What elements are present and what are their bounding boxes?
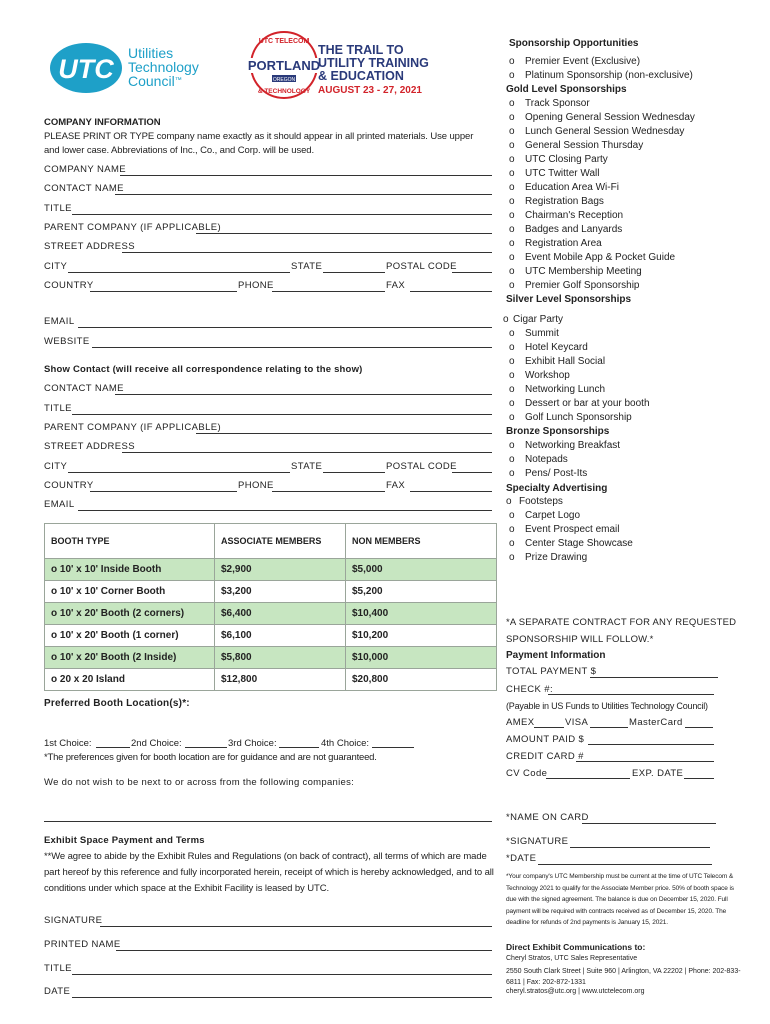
city-label: CITY <box>44 261 68 272</box>
sponsorship-option[interactable]: o Notepads <box>509 454 568 465</box>
street-address-label: STREET ADDRESS <box>44 241 135 252</box>
visa-label[interactable]: VISA <box>565 717 589 728</box>
total-payment-input[interactable] <box>590 677 718 678</box>
fax-label: FAX <box>386 280 406 291</box>
badge-bottom: & TECHNOLOGY <box>257 88 311 95</box>
table-row[interactable] <box>45 581 497 603</box>
specialty-heading: Specialty Advertising <box>506 483 608 494</box>
show-country-input[interactable] <box>90 491 237 492</box>
card-date-label: *DATE <box>506 853 537 864</box>
show-contact-name-label: CONTACT NAME <box>44 383 124 394</box>
terms-heading: Exhibit Space Payment and Terms <box>44 835 205 846</box>
booth-table <box>44 523 497 691</box>
country-input[interactable] <box>90 291 237 292</box>
show-email-input[interactable] <box>78 510 492 511</box>
sponsorship-option[interactable]: o Center Stage Showcase <box>509 538 633 549</box>
utc-logo-mark <box>48 40 124 96</box>
card-signature-label: *SIGNATURE <box>506 836 569 847</box>
non-member-price: $20,800 <box>346 669 497 691</box>
show-phone-input[interactable] <box>272 491 385 492</box>
sponsorship-option[interactable]: o Networking Lunch <box>509 384 606 395</box>
direct-comm-name: Cheryl Stratos, UTC Sales Representative <box>506 955 638 962</box>
fax-input[interactable] <box>410 291 492 292</box>
total-payment-label: TOTAL PAYMENT $ <box>506 666 597 677</box>
company-info-heading: COMPANY INFORMATION <box>44 117 161 128</box>
show-street-address-label: STREET ADDRESS <box>44 441 135 452</box>
table-row[interactable] <box>45 559 497 581</box>
booth-type: o 10' x 20' Booth (2 corners) <box>45 603 215 625</box>
booth-type: o 10' x 10' Inside Booth <box>45 559 215 581</box>
sponsorship-option[interactable]: o UTC Twitter Wall <box>509 168 600 179</box>
badge-city: PORTLAND <box>248 58 320 73</box>
logo-name-line-1: Utilities <box>128 45 174 61</box>
sponsorship-option[interactable]: o Dessert or bar at your booth <box>509 398 650 409</box>
non-member-price: $10,200 <box>346 625 497 647</box>
show-phone-label: PHONE <box>238 480 274 491</box>
mastercard-input[interactable] <box>685 727 713 728</box>
bronze-heading: Bronze Sponsorships <box>506 426 610 437</box>
show-contact-heading: Show Contact (will receive all correspondence relating to the show) <box>44 364 363 375</box>
sponsorship-option[interactable]: o Hotel Keycard <box>509 342 588 353</box>
sponsorship-option[interactable]: o Carpet Logo <box>509 510 581 521</box>
sponsorship-option[interactable]: o Pens/ Post-Its <box>509 468 588 479</box>
show-postal-code-input[interactable] <box>452 472 492 473</box>
website-label: WEBSITE <box>44 336 90 347</box>
non-member-price: $10,400 <box>346 603 497 625</box>
amex-label[interactable]: AMEX <box>506 717 535 728</box>
show-state-input[interactable] <box>323 472 385 473</box>
name-on-card-input[interactable] <box>582 823 716 824</box>
sponsorship-option[interactable]: o Premier Golf Sponsorship <box>509 280 640 291</box>
show-parent-company-label: PARENT COMPANY (IF APPLICABLE) <box>44 422 222 433</box>
non-member-price: $10,000 <box>346 647 497 669</box>
sponsorship-option[interactable]: o Networking Breakfast <box>509 440 621 451</box>
event-line-3: & EDUCATION <box>318 69 404 83</box>
mastercard-label[interactable]: MasterCard <box>629 717 683 728</box>
associate-header: ASSOCIATE MEMBERS <box>215 524 346 559</box>
sponsorship-option[interactable]: o General Session Thursday <box>509 140 644 151</box>
show-email-label: EMAIL <box>44 499 75 510</box>
title-input[interactable] <box>72 214 492 215</box>
payment-heading: Payment Information <box>506 650 606 661</box>
street-address-input[interactable] <box>122 252 492 253</box>
non-member-header: NON MEMBERS <box>346 524 497 559</box>
printed-name-input[interactable] <box>116 950 492 951</box>
associate-price: $2,900 <box>215 559 346 581</box>
sponsorship-option[interactable]: o Golf Lunch Sponsorship <box>509 412 632 423</box>
direct-comm-email-web[interactable]: cheryl.stratos@utc.org | www.utctelecom.org <box>506 988 645 995</box>
sponsorship-heading: Sponsorship Opportunities <box>509 38 639 49</box>
show-title-label: TITLE <box>44 403 72 414</box>
non-member-price: $5,000 <box>346 559 497 581</box>
first-choice-label: 1st Choice: <box>44 738 92 749</box>
credit-card-label: CREDIT CARD # <box>506 751 584 762</box>
not-next-to-label: We do not wish to be next to or across from the following companies: <box>44 777 355 788</box>
utc-logo-short: UTC <box>58 54 114 84</box>
name-on-card-label: *NAME ON CARD <box>506 812 589 823</box>
phone-input[interactable] <box>272 291 385 292</box>
table-row[interactable] <box>45 625 497 647</box>
event-line-2: UTILITY TRAINING <box>318 56 429 70</box>
terms-date-input[interactable] <box>72 997 492 998</box>
sponsorship-option[interactable]: o Premier Event (Exclusive) <box>509 56 641 67</box>
check-input[interactable] <box>548 694 714 695</box>
show-fax-label: FAX <box>386 480 406 491</box>
terms-title-input[interactable] <box>72 974 492 975</box>
company-instructions: PLEASE PRINT OR TYPE company name exactly as it should appear in all printed materials. Use upper and lower case. Abbreviations of Inc., Co., and Corp. will be used. <box>44 131 474 156</box>
membership-note: *Your company's UTC Membership must be current at the time of UTC Telecom & Technology 2021 to qualify for the Associate Member price. 50% of booth space is due with the signed agreement. The balance is due on December 15, 2020. Full payment will be required with contracts received as of December 15, 2020. The deadline for refunds of 2nd payments is January 15, 2021. <box>506 873 734 926</box>
printed-name-label: PRINTED NAME <box>44 939 121 950</box>
sponsorship-option[interactable]: o UTC Membership Meeting <box>509 266 642 277</box>
third-choice-label: 3rd Choice: <box>228 738 277 749</box>
fourth-choice-label: 4th Choice: <box>321 738 370 749</box>
sponsorship-option[interactable]: o Footsteps <box>506 496 563 507</box>
parent-company-input[interactable] <box>196 233 492 234</box>
non-member-price: $5,200 <box>346 581 497 603</box>
second-choice-label: 2nd Choice: <box>131 738 182 749</box>
sponsorship-option[interactable]: o Opening General Session Wednesday <box>509 112 695 123</box>
event-logo <box>248 26 438 106</box>
signature-label: SIGNATURE <box>44 915 103 926</box>
amount-paid-input[interactable] <box>588 744 714 745</box>
separate-contract-note: *A SEPARATE CONTRACT FOR ANY REQUESTED SPONSORSHIP WILL FOLLOW.* <box>506 617 737 645</box>
table-row[interactable] <box>45 669 497 691</box>
sponsorship-option[interactable]: o Platinum Sponsorship (non-exclusive) <box>509 70 693 81</box>
state-label: STATE <box>291 261 323 272</box>
associate-price: $6,400 <box>215 603 346 625</box>
credit-card-input[interactable] <box>576 761 714 762</box>
booth-type: o 20 x 20 Island <box>45 669 215 691</box>
show-fax-input[interactable] <box>410 491 492 492</box>
event-badge <box>248 26 320 104</box>
show-state-label: STATE <box>291 461 323 472</box>
show-title-input[interactable] <box>72 414 492 415</box>
postal-code-label: POSTAL CODE <box>386 261 457 272</box>
phone-label: PHONE <box>238 280 274 291</box>
show-city-label: CITY <box>44 461 68 472</box>
associate-price: $5,800 <box>215 647 346 669</box>
sponsorship-option[interactable]: o Cigar Party <box>503 314 564 325</box>
title-label: TITLE <box>44 203 72 214</box>
cv-code-label: CV Code <box>506 768 548 779</box>
second-choice-input[interactable] <box>185 747 227 748</box>
silver-heading: Silver Level Sponsorships <box>506 294 632 305</box>
associate-price: $6,100 <box>215 625 346 647</box>
booth-type: o 10' x 20' Booth (2 Inside) <box>45 647 215 669</box>
state-input[interactable] <box>323 272 385 273</box>
card-date-input[interactable] <box>538 864 712 865</box>
email-label: EMAIL <box>44 316 75 327</box>
sponsorship-option[interactable]: o Workshop <box>509 370 570 381</box>
terms-title-label: TITLE <box>44 963 72 974</box>
sponsorship-option[interactable]: o Event Mobile App & Pocket Guide <box>509 252 676 263</box>
table-row[interactable] <box>45 647 497 669</box>
payable-note: (Payable in US Funds to Utilities Technology Council) <box>506 701 708 711</box>
check-label: CHECK #: <box>506 684 554 695</box>
company-name-input[interactable] <box>120 175 492 176</box>
signature-input[interactable] <box>100 926 492 927</box>
terms-date-label: DATE <box>44 986 71 997</box>
show-parent-company-input[interactable] <box>196 433 492 434</box>
show-country-label: COUNTRY <box>44 480 94 491</box>
associate-price: $12,800 <box>215 669 346 691</box>
show-contact-name-input[interactable] <box>115 394 492 395</box>
sponsorship-option[interactable]: o Registration Area <box>509 238 602 249</box>
company-name-label: COMPANY NAME <box>44 164 127 175</box>
sponsorship-option[interactable]: o Track Sponsor <box>509 98 590 109</box>
sponsorship-option[interactable]: o Prize Drawing <box>509 552 588 563</box>
cv-code-input[interactable] <box>546 778 630 779</box>
exp-date-label: EXP. DATE <box>632 768 684 779</box>
badge-state: OREGON <box>272 77 296 83</box>
logo-name-line-3: Council™ <box>128 73 182 89</box>
city-input[interactable] <box>68 272 290 273</box>
table-row[interactable] <box>45 603 497 625</box>
show-street-address-input[interactable] <box>122 452 492 453</box>
contact-name-label: CONTACT NAME <box>44 183 124 194</box>
direct-comm-heading: Direct Exhibit Communications to: <box>506 942 646 952</box>
website-input[interactable] <box>92 347 492 348</box>
event-dates: AUGUST 23 - 27, 2021 <box>318 85 422 96</box>
sponsorship-option[interactable]: o Event Prospect email <box>509 524 620 535</box>
sponsorship-option[interactable]: o Education Area Wi-Fi <box>509 182 619 193</box>
card-signature-input[interactable] <box>570 847 710 848</box>
booth-type: o 10' x 10' Corner Booth <box>45 581 215 603</box>
sponsorship-option[interactable]: o Exhibit Hall Social <box>509 356 606 367</box>
logo-name-line-2: Technology <box>128 59 199 75</box>
exp-date-input[interactable] <box>684 778 714 779</box>
sponsorship-option[interactable]: o Registration Bags <box>509 196 604 207</box>
first-choice-input[interactable] <box>96 747 130 748</box>
fourth-choice-input[interactable] <box>372 747 414 748</box>
booth-type-header: BOOTH TYPE <box>45 524 215 559</box>
associate-price: $3,200 <box>215 581 346 603</box>
badge-top: UTC TELECOM <box>258 38 310 45</box>
preferences-note: *The preferences given for booth location are for guidance and are not guaranteed. <box>44 752 377 763</box>
not-next-to-input[interactable] <box>44 821 492 822</box>
preferred-heading: Preferred Booth Location(s)*: <box>44 698 190 709</box>
show-city-input[interactable] <box>68 472 290 473</box>
sponsorship-option[interactable]: o Lunch General Session Wednesday <box>509 126 685 137</box>
country-label: COUNTRY <box>44 280 94 291</box>
direct-comm-address: 2550 South Clark Street | Suite 960 | Arlington, VA 22202 | Phone: 202-833-6811 | Fax: 202-872-1331 <box>506 968 741 986</box>
event-line-1: THE TRAIL TO <box>318 43 404 57</box>
sponsorship-option[interactable]: o Chairman's Reception <box>509 210 624 221</box>
email-input[interactable] <box>78 327 492 328</box>
sponsorship-option[interactable]: o Summit <box>509 328 559 339</box>
terms-text: **We agree to abide by the Exhibit Rules and Regulations (on back of contract), all terms of which are made part hereof by this reference and fully incorporated herein, receipt of which is hereby acknowledged, and to all conditions under which space at the Exhibit Facility is leased by UTC. <box>44 851 494 894</box>
amex-input[interactable] <box>534 727 564 728</box>
parent-company-label: PARENT COMPANY (IF APPLICABLE) <box>44 222 222 233</box>
sponsorship-option[interactable]: o UTC Closing Party <box>509 154 608 165</box>
utc-logo <box>48 40 218 100</box>
postal-code-input[interactable] <box>452 272 492 273</box>
booth-table-header <box>45 524 497 559</box>
amount-paid-label: AMOUNT PAID $ <box>506 734 585 745</box>
sponsorship-option[interactable]: o Badges and Lanyards <box>509 224 623 235</box>
show-postal-code-label: POSTAL CODE <box>386 461 457 472</box>
contact-name-input[interactable] <box>115 194 492 195</box>
booth-type: o 10' x 20' Booth (1 corner) <box>45 625 215 647</box>
visa-input[interactable] <box>590 727 628 728</box>
gold-heading: Gold Level Sponsorships <box>506 84 627 95</box>
third-choice-input[interactable] <box>279 747 319 748</box>
